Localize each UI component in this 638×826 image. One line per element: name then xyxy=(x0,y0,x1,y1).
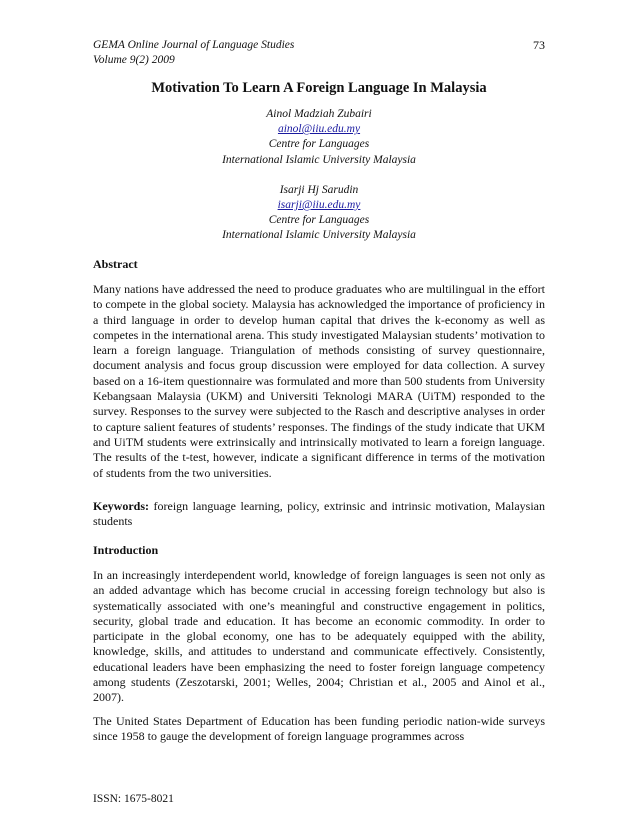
journal-volume: Volume 9(2) 2009 xyxy=(93,54,175,66)
abstract-text: Many nations have addressed the need to produce graduates who are multilingual in the effort to compete in the global society. Malaysia has acknowledged the importance of proficiency in a third language in order to develop human capital that drives the k-economy as well as competes in the international arena. This study investigated Malaysian students’ motivation to learn a foreign language. Triangulation of methods consisting of survey questionnaire, document analysis and focus group discussion were employed for data collection. A survey based on a 16-item questionnaire was formulated and more than 500 students from University Kebangsaan Malaysia (UKM) and Universiti Teknologi MARA (UiTM) responded to the survey. Responses to the survey were subjected to the Rasch and descriptive analyses in order to capture salient features of students’ responses. The findings of the study indicate that UKM and UiTM students were extrinsically and intrinsically motivated to learn a foreign language. The results of the t-test, however, indicate a significant difference in terms of the motivation of students from the two universities. xyxy=(93,282,545,480)
journal-name: GEMA Online Journal of Language Studies xyxy=(93,39,295,51)
author-institution: International Islamic University Malaysia xyxy=(222,229,416,242)
paper-title: Motivation To Learn A Foreign Language In Malaysia xyxy=(151,80,487,96)
abstract-heading: Abstract xyxy=(93,257,138,271)
running-header xyxy=(93,38,545,68)
introduction-paragraph-1: In an increasingly interdependent world, knowledge of foreign languages is seen not only as an added advantage which has become crucial in accessing foreign technology but also is systematically associated with one’s meaningful and constructive engagement in politics, security, global trade and education. It has become an economic commodity. In order to participate in the global economy, one has to be adequately equipped with the ability, knowledge, skills, and attitudes to understand and communicate effectively. Consistently, educational leaders have been emphasizing the need to foster foreign language competency among students (Zeszotarski, 2001; Welles, 2004; Christian et al., 2005 and Ainol et al., 2007). xyxy=(93,568,545,705)
author-list xyxy=(93,107,545,259)
issn-footer: ISSN: 1675-8021 xyxy=(93,793,174,805)
author-name: Ainol Madziah Zubairi xyxy=(266,108,372,120)
author-dept: Centre for Languages xyxy=(268,214,370,227)
author-email-link[interactable]: isarji@iiu.edu.my xyxy=(277,199,361,212)
introduction-paragraph-2: The United States Department of Education has been funding periodic nation-wide surveys since 1958 to gauge the development of foreign language programmes across xyxy=(93,714,545,744)
author-dept: Centre for Languages xyxy=(268,138,370,151)
author-1 xyxy=(93,107,545,168)
keywords-text: foreign language learning, policy, extrinsic and intrinsic motivation, Malaysian students xyxy=(93,499,545,529)
author-name: Isarji Hj Sarudin xyxy=(279,183,359,196)
keywords-label: Keywords: xyxy=(93,499,149,513)
author-2 xyxy=(93,183,545,244)
introduction-heading: Introduction xyxy=(93,543,159,557)
page-number: 73 xyxy=(533,38,545,52)
author-email-link[interactable]: ainol@iiu.edu.my xyxy=(277,123,361,136)
keywords-paragraph xyxy=(93,499,545,530)
author-institution: International Islamic University Malaysia xyxy=(222,153,416,166)
